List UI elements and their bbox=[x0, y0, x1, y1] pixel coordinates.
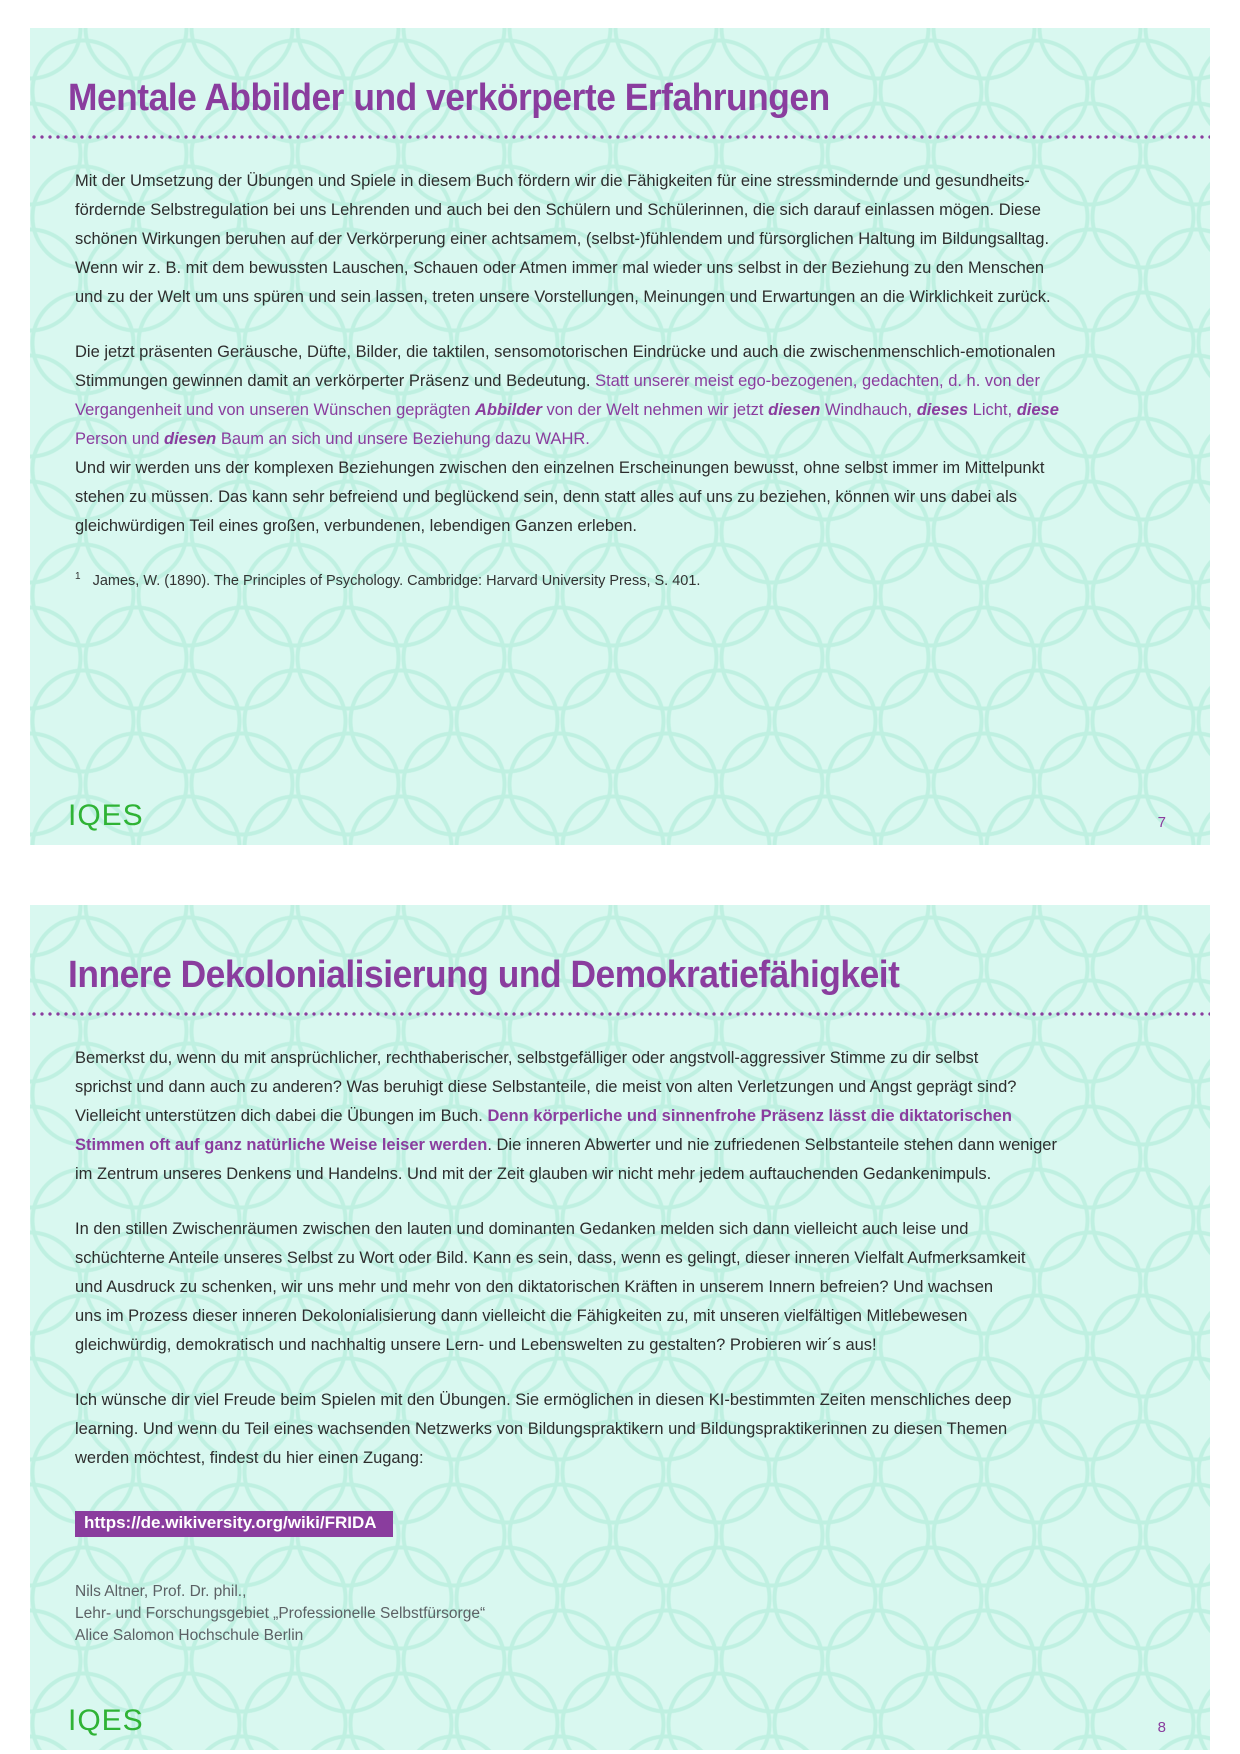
text-run: Und wir werden uns der komplexen Beziehungen zwischen den einzelnen Erscheinungen bewusst, ohne selbst immer im Mittelpunkt bbox=[75, 459, 1045, 478]
text-run: stehen zu müssen. Das kann sehr befreiend und beglückend sein, denn statt alles auf uns zu beziehen, können wir uns dabei als bbox=[75, 488, 1018, 507]
page-number: 7 bbox=[1157, 814, 1166, 831]
text-run: Die jetzt präsenten Geräusche, Düfte, Bilder, die taktilen, sensomotorischen Eindrücke und auch die zwischenmenschlich-emotionalen bbox=[75, 343, 1056, 362]
text-run: diesen bbox=[163, 430, 217, 449]
text-run: und zu der Welt um uns spüren und sein lassen, treten unsere Vorstellungen, Meinungen und Erwartungen an die Wirklichkeit zurück. bbox=[75, 288, 1051, 307]
text-run: . Die inneren Abwerter und nie zufriedenen Selbstanteile stehen dann weniger bbox=[487, 1136, 1057, 1155]
page-8-footer bbox=[30, 1706, 1210, 1736]
text-run: fördernde Selbstregulation bei uns Lehrenden und auch bei den Schülern und Schülerinnen, die sich darauf einlassen mögen. Diese bbox=[75, 201, 1041, 220]
text-run: learning. Und wenn du Teil eines wachsenden Netzwerks von Bildungspraktikern und Bildungspraktikerinnen zu diesen Themen bbox=[75, 1420, 1008, 1439]
text-run: Licht, bbox=[968, 401, 1017, 420]
text-run: Vergangenheit und von unseren Wünschen geprägten bbox=[75, 401, 475, 420]
page-7 bbox=[30, 28, 1210, 845]
paragraph bbox=[75, 167, 1170, 312]
iqes-logo: IQES bbox=[68, 799, 144, 832]
signature-line: Lehr- und Forschungsgebiet „Professionelle Selbstfürsorge“ bbox=[75, 1605, 486, 1623]
iqes-logo: IQES bbox=[68, 1704, 144, 1737]
text-run: diese bbox=[1016, 401, 1059, 420]
paragraph bbox=[75, 1386, 1170, 1473]
text-run: Person und bbox=[75, 430, 164, 449]
text-run: uns im Prozess dieser inneren Dekolonialisierung dann vielleicht die Fähigkeiten zu, mit unseren vielfältigen Mitlebewesen bbox=[75, 1307, 968, 1326]
page-8 bbox=[30, 905, 1210, 1750]
paragraph bbox=[75, 1044, 1170, 1189]
page-title: Innere Dekolonialisierung und Demokratiefähigkeit bbox=[68, 954, 900, 996]
dotted-divider bbox=[30, 1012, 1210, 1016]
text-run: Denn körperliche und sinnenfrohe Präsenz lässt die diktatorischen bbox=[487, 1107, 1012, 1126]
dotted-divider bbox=[30, 135, 1210, 139]
footnote-marker: 1 bbox=[75, 571, 81, 583]
page-8-header bbox=[30, 905, 1210, 1016]
text-run: Mit der Umsetzung der Übungen und Spiele in diesem Buch fördern wir die Fähigkeiten für eine stressmindernde und gesundheits- bbox=[75, 172, 1030, 191]
page-8-body bbox=[75, 1044, 1170, 1473]
page-7-body bbox=[75, 167, 1170, 541]
text-run: In den stillen Zwischenräumen zwischen den lauten und dominanten Gedanken melden sich dann vielleicht auch leise und bbox=[75, 1220, 969, 1239]
text-run: Windhauch, bbox=[820, 401, 917, 420]
text-run: Bemerkst du, wenn du mit ansprüchlicher, rechthaberischer, selbstgefälliger oder angstvoll-aggressiver Stimme zu dir selbst bbox=[75, 1049, 979, 1068]
paragraph bbox=[75, 1215, 1170, 1360]
text-run: im Zentrum unseres Denkens und Handelns. Und mit der Zeit glauben wir nicht mehr jedem auftauchenden Gedankenimpuls. bbox=[75, 1165, 992, 1184]
paragraph bbox=[75, 338, 1170, 541]
text-run: schönen Wirkungen beruhen auf der Verkörperung einer achtsamem, (selbst-)fühlendem und fürsorglichen Haltung im Bildungsalltag. bbox=[75, 230, 1050, 249]
text-run: Stimmungen gewinnen damit an verkörperter Präsenz und Bedeutung. bbox=[75, 372, 596, 391]
text-run: Wenn wir z. B. mit dem bewussten Lauschen, Schauen oder Atmen immer mal wieder uns selbst in der Beziehung zu den Menschen bbox=[75, 259, 1045, 278]
text-run: Ich wünsche dir viel Freude beim Spielen mit den Übungen. Sie ermöglichen in diesen KI-bestimmten Zeiten menschliches deep bbox=[75, 1391, 1012, 1410]
page-7-header bbox=[30, 28, 1210, 139]
text-run: gleichwürdigen Teil eines großen, verbundenen, lebendigen Ganzen erleben. bbox=[75, 517, 638, 536]
text-run: dieses bbox=[916, 401, 969, 420]
text-run: von der Welt nehmen wir jetzt bbox=[541, 401, 769, 420]
page-7-footer bbox=[30, 801, 1210, 831]
footnote-text: James, W. (1890). The Principles of Psychology. Cambridge: Harvard University Press, S. 401. bbox=[92, 572, 701, 589]
frida-link[interactable]: https://de.wikiversity.org/wiki/FRIDA bbox=[75, 1511, 393, 1537]
text-run: Vielleicht unterstützen dich dabei die Übungen im Buch. bbox=[75, 1107, 488, 1126]
page-title: Mentale Abbilder und verkörperte Erfahrungen bbox=[68, 77, 830, 119]
signature-block bbox=[75, 1581, 1170, 1647]
text-run: Abbilder bbox=[474, 401, 542, 420]
text-run: Baum an sich und unsere Beziehung dazu WAHR. bbox=[216, 430, 590, 449]
page-number: 8 bbox=[1157, 1719, 1166, 1736]
text-run: werden möchtest, findest du hier einen Zugang: bbox=[75, 1449, 424, 1468]
text-run: und Ausdruck zu schenken, wir uns mehr und mehr von den diktatorischen Kräften in unserem Innern befreien? Und wachsen bbox=[75, 1278, 994, 1297]
text-run: gleichwürdig, demokratisch und nachhaltig unsere Lern- und Lebenswelten zu gestalten? Probieren wir´s aus! bbox=[75, 1336, 877, 1355]
signature-line: Nils Altner, Prof. Dr. phil., bbox=[75, 1583, 247, 1601]
footnote bbox=[75, 571, 1170, 589]
text-run: schüchterne Anteile unseres Selbst zu Wort oder Bild. Kann es sein, dass, wenn es gelingt, dieser inneren Vielfalt Aufmerksamkeit bbox=[75, 1249, 1026, 1268]
signature-line: Alice Salomon Hochschule Berlin bbox=[75, 1627, 304, 1645]
text-run: diesen bbox=[768, 401, 821, 420]
text-run: Statt unserer meist ego-bezogenen, gedachten, d. h. von der bbox=[595, 372, 1040, 391]
text-run: Stimmen oft auf ganz natürliche Weise leiser werden bbox=[75, 1136, 488, 1155]
text-run: sprichst und dann auch zu anderen? Was beruhigt diese Selbstanteile, die meist von alten Verletzungen und Angst geprägt sind? bbox=[75, 1078, 1017, 1097]
